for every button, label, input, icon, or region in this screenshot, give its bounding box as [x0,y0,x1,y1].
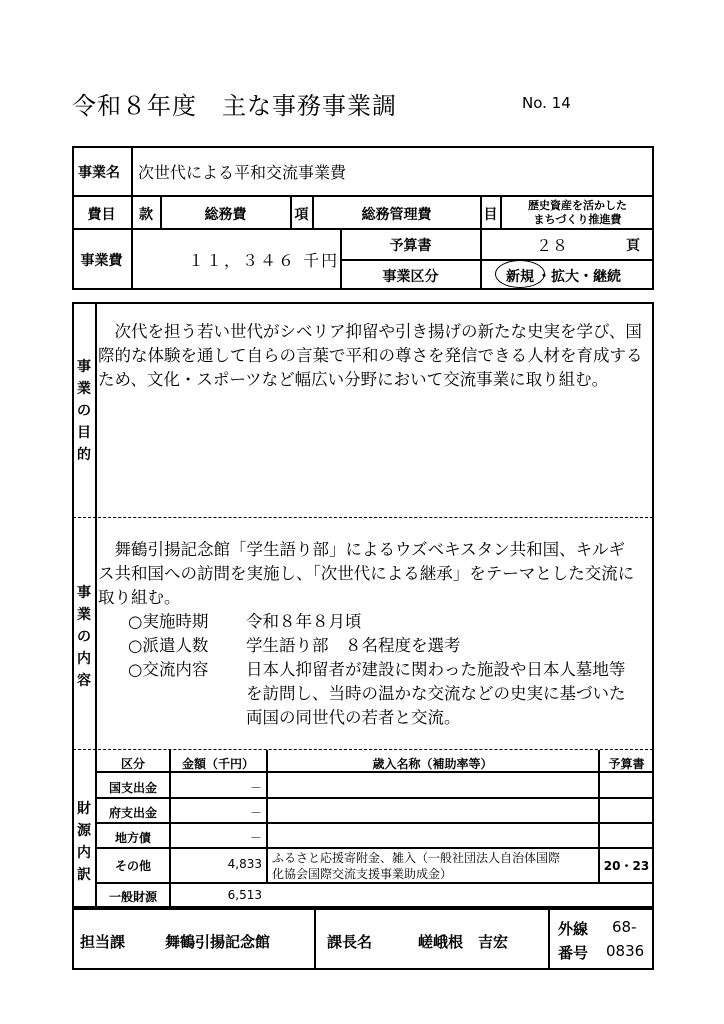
page-title: 令和８年度 主な事務事業調 [72,92,397,120]
ext-value-2: 0836 [606,942,645,960]
category-rest: ・拡大・継続 [537,269,621,285]
budget-doc-label: 予算書 [389,238,432,254]
project-name: 次世代による平和交流事業費 [138,163,347,182]
finance-row-amount: 4,833 [227,857,262,871]
content-item-value: 学生語り部 ８名程度を選考 [246,636,461,655]
project-name-label: 事業名 [78,165,120,181]
ext-label-1: 外線 [558,920,589,938]
page-unit: 頁 [626,238,640,254]
moku-value-line1: 歴史資産を活かした [528,199,627,212]
moku-value-line2: まちづくり推進費 [533,213,622,226]
document-number: No. 14 [522,94,571,112]
content-item-key: ○派遣人数 [128,636,209,655]
kou-value: 総務管理費 [361,207,432,223]
finance-row-category: 国支出金 [108,781,157,795]
finance-row-category: その他 [114,859,151,873]
finance-header-amount: 金額（千円） [181,757,254,771]
purpose-label: 事 業 の 目 的 [77,359,91,463]
moku-label: 目 [483,207,498,223]
finance-row-amount: － [249,831,262,845]
kan-label: 款 [139,207,153,223]
finance-row-income-line1: ふるさと応援寄附金、雑入（一般社団法人自治体国際 [272,851,561,865]
cost-value: １１，３４６ 千円 [188,251,340,270]
dept-value: 舞鶴引揚記念館 [165,933,271,951]
finance-label: 財 源 内 訳 [77,801,91,883]
finance-row-amount: 6,513 [227,888,262,902]
content-item-value: 日本人抑留者が建設に関わった施設や日本人墓地等を訪問し、当時の温かな交流などの史実に基づいた両国の同世代の若者と交流。 [246,660,626,727]
finance-row-category: 一般財源 [108,890,157,904]
finance-header-budget: 予算書 [608,757,645,771]
chief-value: 嵯峨根 吉宏 [418,933,509,951]
ext-value-1: 68- [612,918,637,936]
content-intro: 舞鶴引揚記念館「学生語り部」によるウズベキスタン共和国、キルギス共和国への訪問を実施し、「次世代による継承」をテーマとした交流に取り組む。 [98,540,635,607]
purpose-text: 次代を担う若い世代がシベリア抑留や引き揚げの新たな史実を学び、国際的な体験を通して自らの言葉で平和の尊さを発信できる人材を育成するため、文化・スポーツなど幅広い分野において交流事業に取り組む。 [98,322,643,389]
content-item-key: ○交流内容 [128,660,209,679]
chief-label: 課長名 [327,933,373,951]
budget-doc-page: ２８ [536,236,569,255]
content-label: 事 業 の 内 容 [77,585,91,689]
dept-label: 担当課 [80,933,126,951]
cost-label: 事業費 [80,253,123,269]
category-label: 事業区分 [382,269,439,285]
content-item-key: ○実施時期 [128,612,209,631]
category-new: 新規 [506,269,534,285]
finance-row-amount: － [249,781,262,795]
kou-label: 項 [294,207,309,223]
finance-row-amount: － [249,806,262,820]
finance-row-budget: 20・23 [603,859,650,873]
finance-header-income: 歳入名称（補助率等） [372,757,493,771]
content-item-value: 令和８年８月頃 [246,612,362,631]
finance-row-category: 府支出金 [108,806,157,820]
finance-row-income-line2: 化協会国際交流支援事業助成金） [272,867,453,881]
ext-label-2: 番号 [558,944,589,962]
finance-row-category: 地方債 [114,831,151,845]
budget-item-label: 費目 [87,207,116,223]
kan-value: 総務費 [204,207,247,223]
finance-header-category: 区分 [120,757,145,771]
